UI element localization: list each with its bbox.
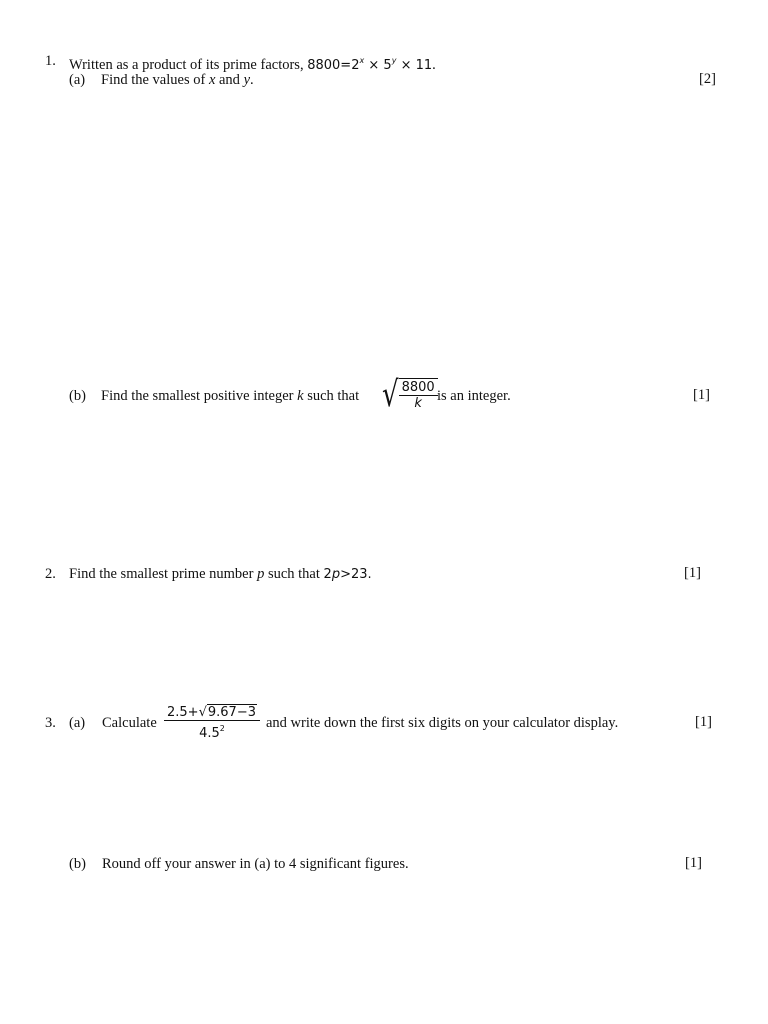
q1-number: 1. [45, 53, 56, 69]
q1-stem-expression [307, 58, 432, 73]
q3a-num-pre: 2.5+ [167, 705, 199, 720]
q1-expr-times-1: × [368, 58, 380, 73]
q2-text-2: such that [267, 566, 320, 582]
q2-expr-coef: 2 [323, 567, 332, 582]
q1b-label: (b) [69, 388, 86, 404]
sqrt-sign-icon: √ [198, 705, 207, 720]
q1a-var-x: x [208, 72, 216, 88]
q1b-text [101, 387, 359, 405]
q1b-frac-den: k [414, 396, 422, 411]
q1b-text-3: is an integer. [437, 388, 511, 404]
q1a-text [101, 71, 254, 89]
q1b-text-2: such that [307, 388, 360, 404]
q1b-text-1: Find the smallest positive integer [101, 388, 294, 404]
q1b-sqrt-fraction [382, 374, 438, 415]
q1-expr-lhs: 8800 [307, 58, 341, 73]
q1b-frac-num: 8800 [399, 380, 438, 396]
q1-stem-text: Written as a product of its prime factors, [69, 57, 304, 73]
q3a-den-exp: 2 [219, 724, 225, 733]
q3b-label: (b) [69, 856, 86, 872]
q2-text [69, 565, 372, 584]
q1a-text-1: Find the values of [101, 72, 206, 88]
q1a-text-2: and [219, 72, 240, 88]
q1-expr-times-2: × [400, 58, 412, 73]
q1-expr-eq: = [340, 58, 352, 73]
q3-number: 3. [45, 715, 56, 731]
q3a-den-base: 4.5 [199, 726, 220, 741]
q1-expr-exp-y: y [391, 56, 397, 65]
q3b-marks: [1] [685, 855, 702, 871]
q2-expr-var: p [331, 567, 341, 582]
q3a-fraction [164, 705, 260, 741]
q3b-text: Round off your answer in (a) to 4 significant figures. [102, 856, 409, 872]
q1b-marks: [1] [693, 387, 710, 403]
q1a-marks: [2] [699, 71, 716, 87]
q3a-label: (a) [69, 715, 86, 731]
q2-marks: [1] [684, 565, 701, 581]
q1-stem-end: . [432, 57, 436, 73]
q2-var-p: p [257, 566, 265, 582]
sqrt-sign-icon: √ [382, 374, 399, 415]
q2-expr-rest: >23. [340, 567, 372, 582]
q1a-label: (a) [69, 72, 86, 88]
q1a-text-3: . [250, 72, 254, 88]
q3a-num-radicand: 9.67−3 [207, 705, 256, 720]
q1-expr-base-2: 2 [351, 58, 360, 73]
q1b-var-k: k [297, 388, 304, 404]
q1a-var-y: y [243, 72, 250, 88]
q3a-marks: [1] [695, 714, 712, 730]
q1-expr-base-11: 11 [415, 58, 433, 73]
q2-text-1: Find the smallest prime number [69, 566, 254, 582]
q1-expr-exp-x: x [359, 56, 365, 65]
q1-expr-base-5: 5 [383, 58, 392, 73]
q2-expression [324, 567, 372, 582]
q2-number: 2. [45, 566, 56, 582]
q3a-text-2: and write down the first six digits on your calculator display. [266, 715, 619, 731]
q3a-text-1: Calculate [102, 715, 157, 731]
